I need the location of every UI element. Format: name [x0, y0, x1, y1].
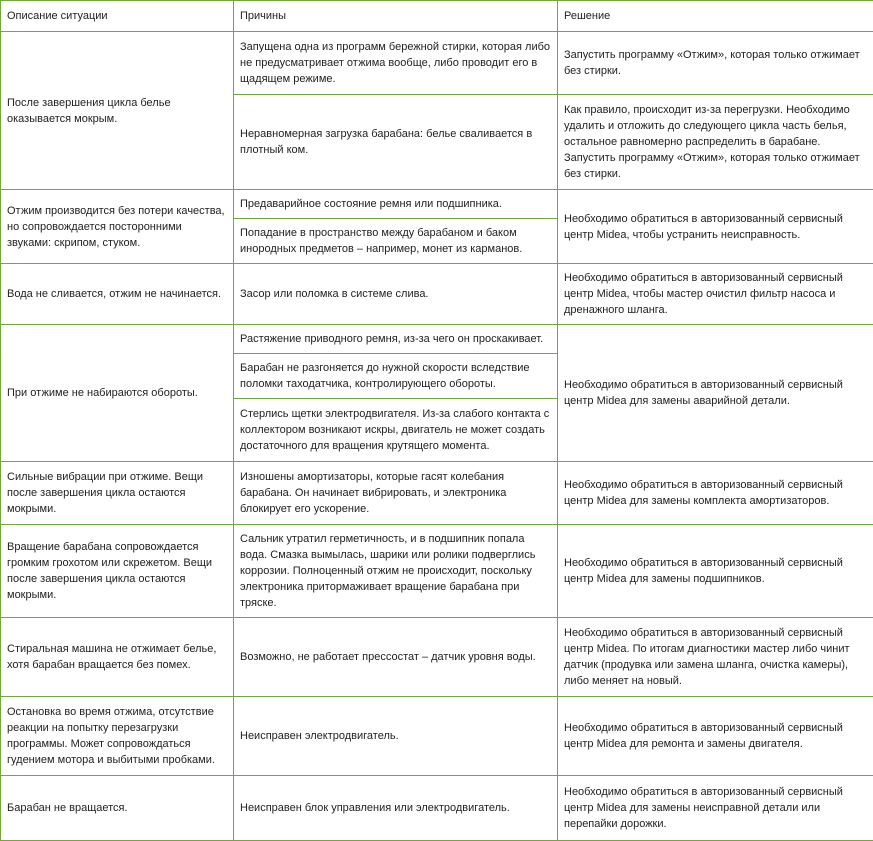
cause-cell: Барабан не разгоняется до нужной скорости вследствие поломки таходатчика, контролирующего обороты.: [234, 354, 558, 399]
header-row: [1, 1, 873, 32]
situation-cell: При отжиме не набираются обороты.: [1, 325, 234, 462]
cause-cell: Неравномерная загрузка барабана: белье сваливается в плотный ком.: [234, 95, 558, 190]
solution-cell: Необходимо обратиться в авторизованный сервисный центр Midea для замены комплекта амортизаторов.: [558, 462, 873, 525]
table-row: [1, 776, 873, 841]
cause-cell: Запущена одна из программ бережной стирки, которая либо не предусматривает отжима вообще, либо проводит его в щадящем режиме.: [234, 32, 558, 95]
solution-cell: Необходимо обратиться в авторизованный сервисный центр Midea для замены подшипников.: [558, 525, 873, 618]
cause-cell: Возможно, не работает прессостат – датчик уровня воды.: [234, 618, 558, 697]
table-row: [1, 697, 873, 776]
solution-cell: Необходимо обратиться в авторизованный сервисный центр Midea. По итогам диагностики мастер либо чинит датчик (продувка или замена шланга, очистка камеры), либо меняет на новый.: [558, 618, 873, 697]
solution-cell: Необходимо обратиться в авторизованный сервисный центр Midea, чтобы устранить неисправность.: [558, 190, 873, 264]
header-situation: Описание ситуации: [1, 1, 234, 32]
solution-cell: Необходимо обратиться в авторизованный сервисный центр Midea для ремонта и замены двигателя.: [558, 697, 873, 776]
cause-cell: Изношены амортизаторы, которые гасят колебания барабана. Он начинает вибрировать, и электроника блокирует его ускорение.: [234, 462, 558, 525]
header-causes: Причины: [234, 1, 558, 32]
situation-cell: После завершения цикла белье оказывается мокрым.: [1, 32, 234, 190]
solution-cell: Как правило, происходит из-за перегрузки. Необходимо удалить и отложить до следующего цикла часть белья, остальное равномерно распределить в барабане. Запустить программу «Отжим», которая только отжимает без стирки.: [558, 95, 873, 190]
cause-cell: Растяжение приводного ремня, из-за чего он проскакивает.: [234, 325, 558, 354]
situation-cell: Сильные вибрации при отжиме. Вещи после завершения цикла остаются мокрыми.: [1, 462, 234, 525]
cause-cell: Неисправен блок управления или электродвигатель.: [234, 776, 558, 841]
table-row: [1, 325, 873, 354]
cause-cell: Стерлись щетки электродвигателя. Из-за слабого контакта с коллектором возникают искры, двигатель не может создать достаточного для вращения крутящего момента.: [234, 399, 558, 462]
table-row: [1, 32, 873, 95]
table-row: [1, 525, 873, 618]
cause-cell: Неисправен электродвигатель.: [234, 697, 558, 776]
cause-cell: Сальник утратил герметичность, и в подшипник попала вода. Смазка вымылась, шарики или ролики подверглись коррозии. Полноценный отжим не происходит, поскольку электроника притормаживает вращение барабана при тряске.: [234, 525, 558, 618]
solution-cell: Необходимо обратиться в авторизованный сервисный центр Midea для замены неисправной детали или перепайки дорожки.: [558, 776, 873, 841]
solution-cell: Необходимо обратиться в авторизованный сервисный центр Midea для замены аварийной детали.: [558, 325, 873, 462]
table-row: [1, 462, 873, 525]
solution-cell: Необходимо обратиться в авторизованный сервисный центр Midea, чтобы мастер очистил фильтр насоса и дренажного шланга.: [558, 264, 873, 325]
cause-cell: Попадание в пространство между барабаном и баком инородных предметов – например, монет из карманов.: [234, 219, 558, 264]
situation-cell: Барабан не вращается.: [1, 776, 234, 841]
solution-cell: Запустить программу «Отжим», которая только отжимает без стирки.: [558, 32, 873, 95]
situation-cell: Вода не сливается, отжим не начинается.: [1, 264, 234, 325]
situation-cell: Стиральная машина не отжимает белье, хотя барабан вращается без помех.: [1, 618, 234, 697]
table-row: [1, 618, 873, 697]
cause-cell: Засор или поломка в системе слива.: [234, 264, 558, 325]
header-solution: Решение: [558, 1, 873, 32]
table-row: [1, 264, 873, 325]
situation-cell: Отжим производится без потери качества, но сопровождается посторонними звуками: скрипом, стуком.: [1, 190, 234, 264]
situation-cell: Вращение барабана сопровождается громким грохотом или скрежетом. Вещи после завершения цикла остаются мокрыми.: [1, 525, 234, 618]
cause-cell: Предаварийное состояние ремня или подшипника.: [234, 190, 558, 219]
situation-cell: Остановка во время отжима, отсутствие реакции на попытку перезагрузки программы. Может сопровождаться гудением мотора и выбитыми пробками.: [1, 697, 234, 776]
table-row: [1, 190, 873, 219]
